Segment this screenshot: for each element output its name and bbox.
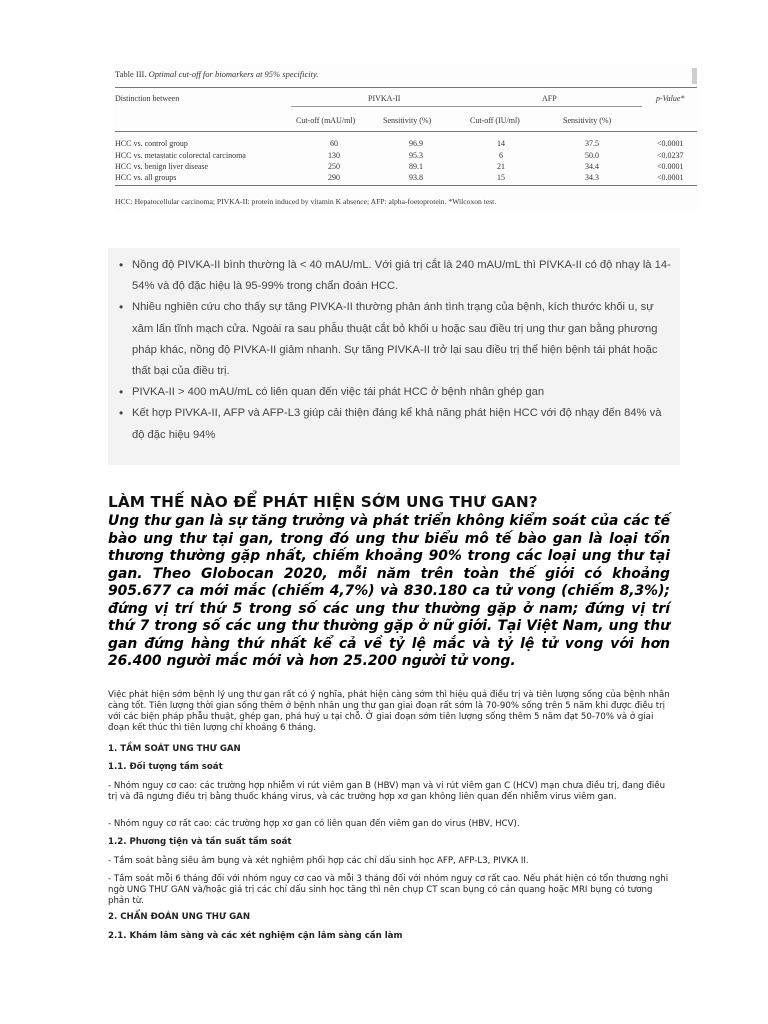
cell-afp-cut: 6 — [499, 151, 503, 160]
cell-afp-cut: 21 — [497, 162, 505, 171]
heading-screening: 1. TẦM SOÁT UNG THƯ GAN — [108, 744, 241, 754]
cell-pivka-cut: 60 — [330, 139, 338, 148]
table-top-rule — [115, 87, 697, 88]
table-bottom-rule — [115, 185, 697, 186]
cell-pvalue: <0.0001 — [657, 162, 684, 171]
heading-screening-targets: 1.1. Đối tượng tầm soát — [108, 762, 223, 772]
row-name: HCC vs. metastatic colorectal carcinoma — [115, 151, 246, 160]
cell-pivka-sens: 89.1 — [409, 162, 423, 171]
cell-pivka-cut: 130 — [328, 151, 340, 160]
cell-pivka-sens: 95.3 — [409, 151, 423, 160]
col-pvalue: p-Value* — [656, 94, 685, 103]
table-caption — [115, 69, 318, 79]
col-afp-cutoff: Cut-off (IU/ml) — [470, 116, 520, 125]
bullet-list — [108, 248, 680, 446]
row-name: HCC vs. all groups — [115, 173, 177, 182]
cell-pvalue: <0.0001 — [657, 139, 684, 148]
image-edge-bar — [692, 68, 697, 84]
cell-afp-cut: 14 — [497, 139, 505, 148]
table-caption-text: Optimal cut-off for biomarkers at 95% specificity. — [148, 69, 319, 79]
paragraph-screening-frequency: - Tầm soát mỗi 6 tháng đối với nhóm nguy cơ cao và mỗi 3 tháng đối với nhóm nguy cơ rất cao. Nếu phát hiện có tổn thương nghi ngờ UNG THƯ GAN và/hoặc giá trị các chỉ dấu sinh học tăng thì nên chụp CT scan bụng có cản quang hoặc MRI bụng có tương phản từ. — [108, 874, 669, 906]
heading-diagnosis: 2. CHẨN ĐOÁN UNG THƯ GAN — [108, 912, 251, 922]
cell-afp-sens: 37.5 — [585, 139, 599, 148]
group-pivka: PIVKA-II — [368, 94, 401, 103]
cell-afp-sens: 34.4 — [585, 162, 599, 171]
col-pivka-sens: Sensitivity (%) — [383, 116, 432, 125]
cell-pvalue: <0.0237 — [657, 151, 684, 160]
intro-paragraph: Ung thư gan là sự tăng trưởng và phát triển không kiểm soát của các tế bào ung thư tại gan, trong đó ung thư biểu mô tế bào gan là loại tổn thương thường gặp nhất, chiếm khoảng 90% trong các loại ung thư tại gan. Theo Globocan 2020, mỗi năm trên toàn thế giới có khoảng 905.677 ca mới mắc (chiếm 4,7%) và 830.180 ca tử vong (chiếm 8,3%); đứng vị trí thứ 5 trong số các ung thư thường gặp ở nam; đứng vị trí thứ 7 trong số các ung thư thường gặp ở nữ giới. Tại Việt Nam, ung thư gan đứng hàng thứ nhất kể cả về tỷ lệ mắc và tỷ lệ tử vong với hơn 26.400 người mắc mới và hơn 25.200 người tử vong. — [108, 513, 670, 669]
heading-screening-methods: 1.2. Phương tiện và tần suất tầm soát — [108, 837, 292, 847]
col-afp-sens: Sensitivity (%) — [563, 116, 612, 125]
cell-afp-sens: 34.3 — [585, 173, 599, 182]
list-item: • Nồng độ PIVKA-II bình thường là < 40 mAU/mL. Với giá trị cắt là 240 mAU/mL thì PIVKA-II có độ nhạy là 14-54% và độ đặc hiệu là 95-99% trong chẩn đoán HCC. — [118, 255, 672, 297]
cell-afp-cut: 15 — [497, 173, 505, 182]
table-footnote: HCC: Hepatocellular carcinoma; PIVKA-II: protein induced by vitamin K absence; AFP: alpha-foetoprotein. *Wilcoxon test. — [115, 197, 497, 206]
cell-pvalue: <0.0001 — [657, 173, 684, 182]
col-distinction: Distinction between — [115, 94, 180, 103]
cell-afp-sens: 50.0 — [585, 151, 599, 160]
section-title: LÀM THẾ NÀO ĐỂ PHÁT HIỆN SỚM UNG THƯ GAN? — [108, 493, 538, 511]
cell-pivka-sens: 93.8 — [409, 173, 423, 182]
row-name: HCC vs. benign liver disease — [115, 162, 209, 171]
paragraph-very-high-risk: - Nhóm nguy cơ rất cao: các trường hợp xơ gan có liên quan đến viêm gan do virus (HBV, HCV). — [108, 819, 520, 829]
row-name: HCC vs. control group — [115, 139, 188, 148]
list-item: • Kết hợp PIVKA-II, AFP và AFP-L3 giúp cải thiện đáng kể khả năng phát hiện HCC với độ nhạy đến 84% và độ đặc hiệu 94% — [118, 403, 672, 445]
list-item: • PIVKA-II > 400 mAU/mL có liên quan đến việc tái phát HCC ở bệnh nhân ghép gan — [118, 382, 672, 403]
cell-pivka-cut: 290 — [328, 173, 340, 182]
cell-pivka-cut: 250 — [328, 162, 340, 171]
table-label: Table III. — [115, 69, 147, 79]
paragraph-high-risk: - Nhóm nguy cơ cao: các trường hợp nhiễm vi rút viêm gan B (HBV) mạn và vi rút viêm gan C (HCV) mạn chưa điều trị, đang điều trị và đã ngưng điều trị bằng thuốc kháng virus, và các trường hợp xơ gan không liên quan đến nhiễm virus viêm gan. — [108, 781, 666, 802]
paragraph-early-detection: Việc phát hiện sớm bệnh lý ung thư gan rất có ý nghĩa, phát hiện càng sớm thì hiệu quả điều trị và tiên lượng sống của bệnh nhân càng tốt. Tiên lượng thời gian sống thêm ở bệnh nhân ung thư gan giai đoạn rất sớm là 70-90% sống trên 5 năm khi được điều trị với các biện pháp phẫu thuật, ghép gan, phá huỷ u tại chỗ. Ở giai đoạn sớm tiên lượng sống thêm 5 năm đạt 50-70% và ở giai đoạn kết thúc thì tiên lượng chỉ khoảng 6 tháng. — [108, 690, 670, 733]
group-afp: AFP — [542, 94, 557, 103]
biomarker-table — [115, 64, 697, 212]
afp-group-rule — [465, 106, 642, 107]
header-bottom-rule — [115, 131, 697, 132]
heading-clinical-exam: 2.1. Khám lâm sàng và các xét nghiệm cận lâm sàng cần làm — [108, 931, 403, 941]
paragraph-screening-tests: - Tầm soát bằng siêu âm bụng và xét nghiệm phối hợp các chỉ dấu sinh học AFP, AFP-L3, PIVKA II. — [108, 856, 529, 866]
list-item: • Nhiều nghiên cứu cho thấy sự tăng PIVKA-II thường phản ánh tình trạng của bệnh, kích thước khối u, sự xâm lấn tĩnh mạch cửa. Ngoài ra sau phẫu thuật cắt bỏ khối u hoặc sau điều trị ung thư gan bằng phương pháp khác, nồng độ PIVKA-II giảm nhanh. Sự tăng PIVKA-II trở lại sau điều trị thể hiện bệnh tái phát hoặc thất bại của điều trị. — [118, 297, 672, 382]
col-pivka-cutoff: Cut-off (mAU/ml) — [296, 116, 356, 125]
pivka-bullet-box — [108, 248, 680, 465]
cell-pivka-sens: 96.9 — [409, 139, 423, 148]
